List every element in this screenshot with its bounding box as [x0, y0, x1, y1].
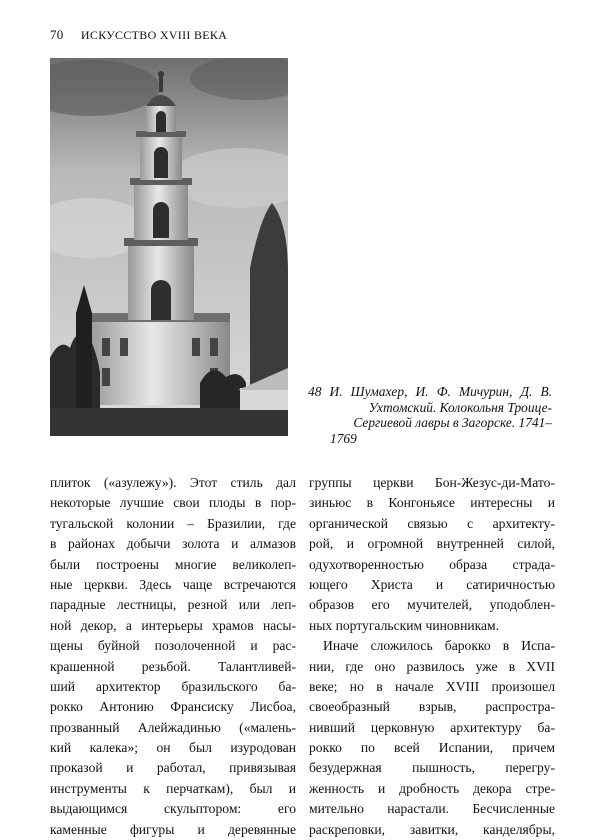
text-line: тугальской колонии – Бразилии, где: [50, 515, 296, 531]
text-line: выдающимся скульптором: его: [50, 801, 296, 817]
running-title: ИСКУССТВО XVIII ВЕКА: [80, 28, 228, 42]
text-line: крашенной резьбой. Талантливей-: [50, 658, 296, 674]
text-line: зиньюс в Конгоньясе интересны и: [309, 495, 555, 511]
caption-line: Сергиевой лавры в Загорске. 1741–: [353, 415, 552, 430]
text-line: веке; но в начале XVIII произошел: [309, 678, 555, 694]
text-line: парадные лестницы, резной или леп-: [50, 597, 296, 613]
text-line: своеобразный взрыв, распростра-: [309, 699, 555, 715]
text-line: проказой и работал, привязывая: [50, 760, 296, 776]
text-line: образов его мучителей, уподоблен-: [309, 597, 555, 613]
text-line: нивший церковную архитектуру ба-: [309, 719, 555, 735]
body-column-right: [309, 473, 555, 840]
body-column-left: [50, 473, 296, 840]
text-line: ший архитектор бразильского ба-: [50, 678, 296, 694]
text-line: инструменты к перчаткам), был и: [50, 780, 296, 796]
page-number: 70: [50, 27, 64, 42]
figure-caption: [308, 384, 552, 446]
text-line: рокко Антонию Франсиску Лисбоа,: [50, 699, 296, 715]
text-line: прозванный Алейжадинью («малень-: [50, 719, 296, 735]
text-line: ной декор, а интерьеры храмов насы-: [50, 617, 296, 633]
text-line: органической связью с архитекту-: [309, 515, 555, 531]
text-line: одухотворенностью образа страда-: [309, 556, 555, 572]
caption-line: 48 И. Шумахер, И. Ф. Мичурин, Д. В.: [308, 384, 552, 399]
text-line: были построены многие великолеп-: [50, 556, 296, 572]
text-line: ных португальским чиновникам.: [309, 617, 500, 633]
text-line: женность и дробность декора стре-: [309, 780, 555, 796]
text-line: нии, где оно развилось уже в XVII: [309, 658, 555, 674]
bell-tower-illustration: [50, 58, 288, 436]
text-line: рой, и огромной внутренней силой,: [309, 536, 555, 552]
text-line: мительно нарастали. Бесчисленные: [309, 801, 555, 817]
text-line: некоторые лучшие свои плоды в пор-: [50, 495, 296, 511]
text-line: щены буйной позолоченной и рас-: [50, 638, 296, 654]
text-line: каменные фигуры и деревянные: [50, 821, 296, 837]
text-line: в районах добычи золота и алмазов: [50, 536, 296, 552]
caption-line: Ухтомский. Колокольня Троице-: [368, 399, 552, 415]
text-line: кий калека»; он был изуродован: [50, 740, 296, 756]
text-line: раскреповки, завитки, канделябры,: [309, 821, 555, 837]
text-line: ющего Христа и сатиричностью: [309, 576, 555, 592]
text-line: плиток («азулежу»). Этот стиль дал: [50, 475, 296, 490]
text-line: ные церкви. Здесь чаще встречаются: [50, 576, 296, 592]
text-line: Иначе сложилось барокко в Испа-: [323, 638, 555, 654]
text-line: безудержная пышность, перегру-: [309, 760, 555, 776]
text-line: группы церкви Бон-Жезус-ди-Мато-: [309, 475, 555, 490]
text-line: рокко по всей Испании, причем: [309, 740, 555, 756]
running-header: [50, 27, 227, 43]
bell-tower-photo: [50, 58, 288, 436]
caption-line: 1769: [330, 430, 357, 446]
